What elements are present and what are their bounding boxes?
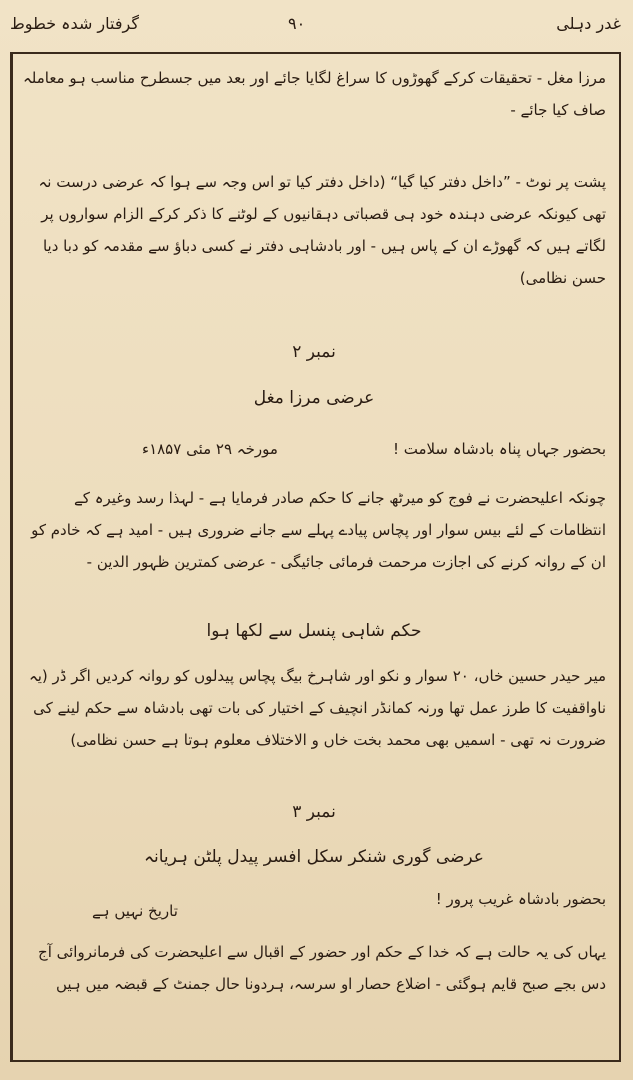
running-title-right: غدر دہلی (556, 14, 621, 33)
page-number: ۹۰ (288, 14, 306, 33)
paragraph-5: یہاں کی یہ حالت ہے کہ خدا کے حکم اور حضور کے اقبال سے اعلیحضرت کی فرمانروائی آج دس بجے صبح قایم ہوگئی - اضلاع حصار او سرسہ، ہردونا حال جمنٹ کے قبضہ میں ہیں (38, 943, 606, 993)
section-title-2: عرضی مرزا مغل (253, 388, 375, 408)
paragraph-2-note: پشت پر نوٹ - ”داخل دفتر کیا گیا“ (داخل دفتر کیا تو اس وجہ سے ہوا کہ عرضی درست نہ تھی کیونکہ عرضی دہندہ خود ہی قصباتی دہقانیوں کے لوٹنے کا ذکر کرکے الزام سواروں پر لگاتے ہیں کہ گھوڑے ان کے پاس ہیں - اور بادشاہی دفتر نے کسی دباؤ سے مقدمہ کو دبا دیا حسن نظامی) (38, 173, 606, 287)
salutation-3: بحضور بادشاہ غریب پرور ! (435, 890, 606, 908)
page-header (10, 14, 621, 44)
order-heading: حکم شاہی پنسل سے لکھا ہوا (206, 621, 422, 641)
date-3: تاریخ نہیں ہے (92, 902, 178, 920)
salutation-row-3 (22, 890, 606, 918)
date-2: مورخہ ۲۹ مئی ۱۸۵۷ء (142, 440, 278, 458)
paragraph-4: میر حیدر حسین خاں، ۲۰ سوار و نکو اور شاہرخ بیگ پچاس پیدلوں کو روانہ کردیں اگر ڈر (یہ ناواقفیت کا طرز عمل تھا ورنہ کمانڈر انچیف کے اختیار کی بات تھی بادشاہ سے حکم لینے کی ضرورت نہ تھی - اسمیں بھی محمد بخت خاں و الاختلاف معلوم ہوتا ہے حسن نظامی) (28, 667, 606, 749)
paragraph-1: مرزا مغل - تحقیقات کرکے گھوڑوں کا سراغ لگایا جائے اور بعد میں جسطرح مناسب ہو معاملہ صاف کیا جائے - (22, 69, 606, 119)
salutation-row-2 (22, 440, 606, 468)
section-number-2: نمبر ۲ (292, 342, 336, 362)
salutation-2: بحضور جہاں پناہ بادشاہ سلامت ! (392, 440, 606, 458)
running-title-left: گرفتار شدہ خطوط (10, 14, 139, 33)
section-title-3: عرضی گوری شنکر سکل افسر پیدل پلٹن ہریانہ (144, 847, 484, 867)
paragraph-3: چونکہ اعلیحضرت نے فوج کو میرٹھ جانے کا حکم صادر فرمایا ہے - لہذا رسد وغیرہ کے انتظامات کے لئے بیس سوار اور پچاس پیادے پہلے سے جانے ضروری ہیں - امید ہے کہ خادم کو ان کے روانہ کرنے کی اجازت مرحمت فرمائی جائیگی - عرضی کمترین ظہور الدین - (31, 489, 606, 571)
section-number-3: نمبر ۳ (292, 802, 336, 822)
